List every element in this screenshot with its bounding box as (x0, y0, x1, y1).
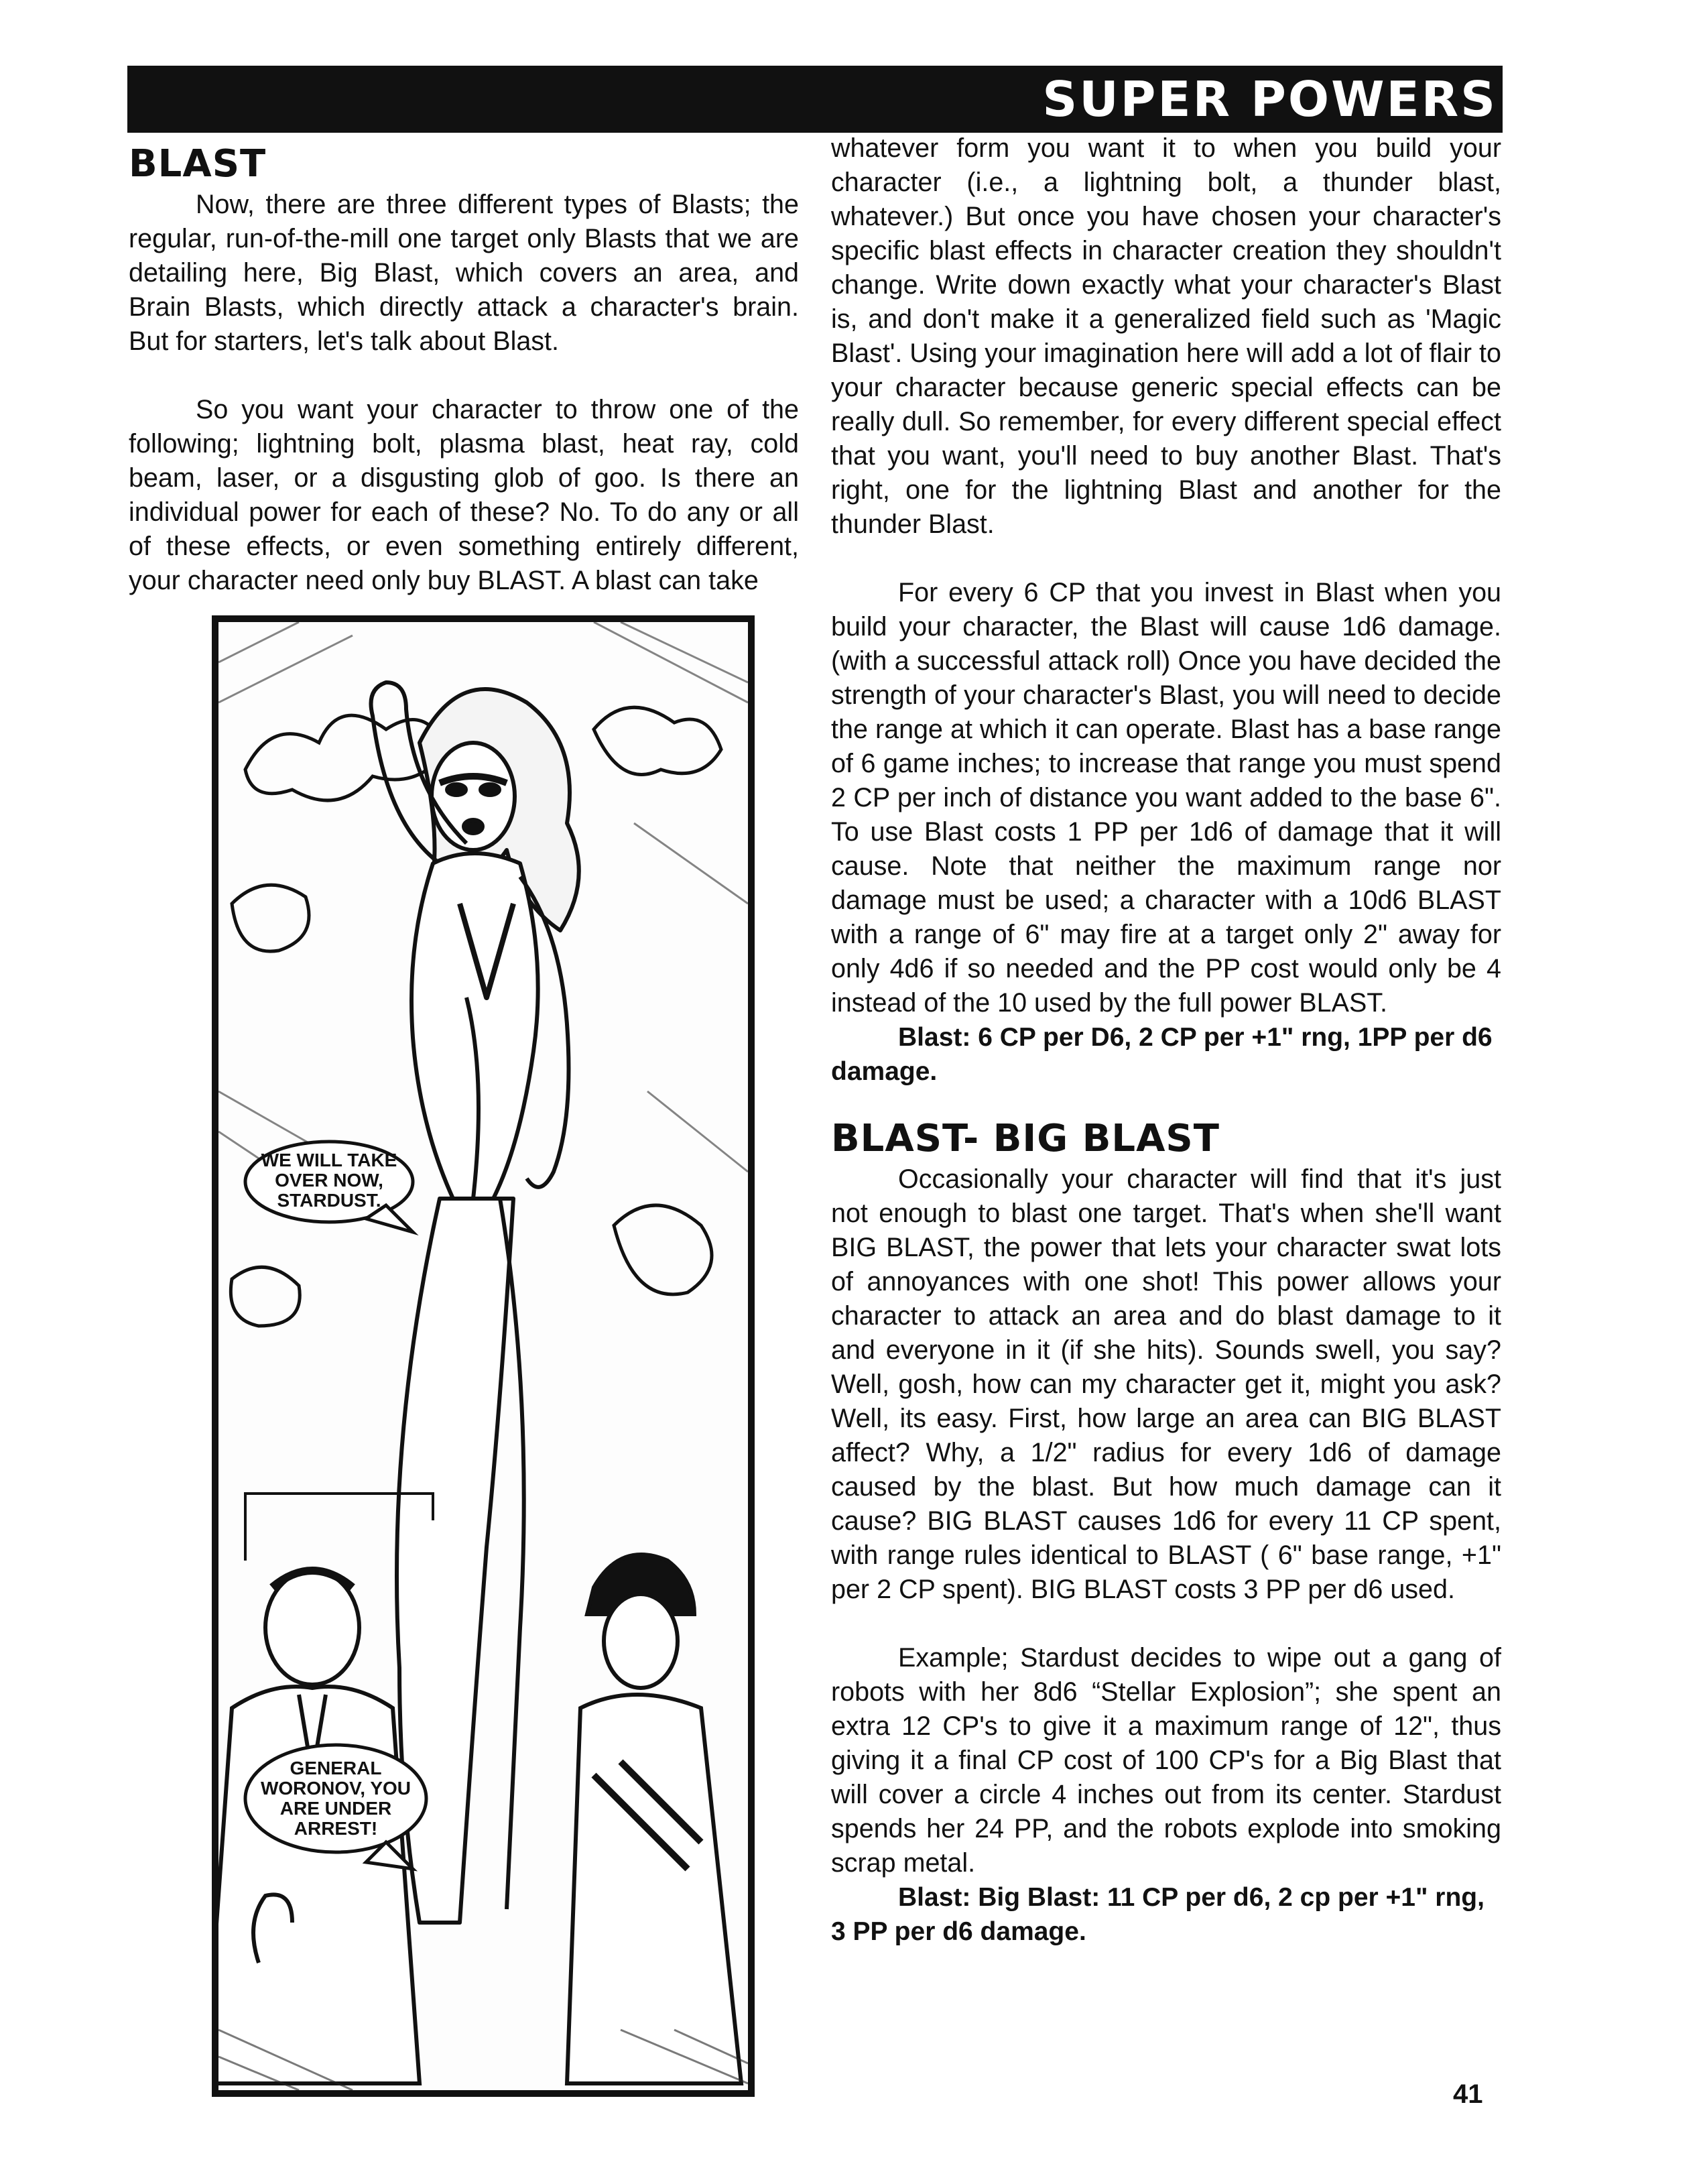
big-blast-heading: BLAST- BIG BLAST (831, 1117, 1220, 1160)
big-blast-stat-line: Blast: Big Blast: 11 CP per d6, 2 cp per +1" rng, 3 PP per d6 damage. (831, 1883, 1485, 1946)
blast-heading: BLAST (129, 142, 267, 186)
comic-illustration (212, 615, 755, 2097)
page-number: 41 (1453, 2079, 1483, 2109)
header-bar (127, 66, 1503, 133)
blast-paragraph-1: Now, there are three different types of Blasts; the regular, run-of-the-mill one target only Blasts that we are detailing here, Big Blast, which covers an area, and Brain Blasts, which directly attack a character's brain. But for starters, let's talk about Blast. (129, 190, 799, 356)
speech-balloon-1: WE WILL TAKE OVER NOW, STARDUST. (261, 1150, 397, 1211)
blast-paragraph-3: whatever form you want it to when you build your character (i.e., a lightning bolt, a thunder blast, whatever.) But once you have chosen your character's specific blast effects in character creation they shouldn't change. Write down exactly what your character's Blast is, and don't make it a generalized field such as 'Magic Blast'. Using your imagination here will add a lot of flair to your character because generic special effects can be really dull. So remember, for every different special effect that you want, you'll need to buy another Blast. That's right, one for the lightning Blast and another for the thunder Blast. (831, 133, 1501, 539)
blast-paragraph-4: For every 6 CP that you invest in Blast when you build your character, the Blast will cause 1d6 damage. (with a successful attack roll) Once you have decided the strength of your character's Blast, you will need to decide the range at which it can operate. Blast has a base range of 6 game inches; to increase that range you must spend 2 CP per inch of distance you want added to the base 6". To use Blast costs 1 PP per 1d6 of damage that it will cause. Note that neither the maximum range nor damage must be used; a character with a 10d6 BLAST with a range of 6" may fire at a target only 2" away for only 4d6 if so needed and the PP cost would only be 4 instead of the 10 used by the full power BLAST. (831, 578, 1501, 1018)
right-column (831, 131, 1501, 1949)
comic-art (218, 622, 748, 2090)
big-blast-paragraph-2: Example; Stardust decides to wipe out a gang of robots with her 8d6 “Stellar Explosion”; she spent an extra 12 CP's to give it a maximum range of 12", thus giving it a final CP cost of 100 CP's for a Big Blast that will cover a circle 4 inches out from its center. Stardust spends her 24 PP, and the robots explode into smoking scrap metal. (831, 1643, 1501, 1878)
blast-stat-line: Blast: 6 CP per D6, 2 CP per +1" rng, 1PP per d6 damage. (831, 1023, 1493, 1086)
left-column (129, 141, 799, 598)
big-blast-paragraph-1: Occasionally your character will find that it's just not enough to blast one target. That's when she'll want BIG BLAST, the power that lets your character swat lots of annoyances with one shot! This power allows your character to attack an area and do blast damage to it and everyone in it (if she hits). Sounds swell, you say? Well, gosh, how can my character get it, might you ask? Well, its easy. First, how large an area can BIG BLAST affect? Why, a 1/2" radius for every 1d6 of damage caused by the blast. But how much damage can it cause? BIG BLAST causes 1d6 for every 11 CP spent, with range rules identical to BLAST ( 6" base range, +1" per 2 CP spent). BIG BLAST costs 3 PP per d6 used. (831, 1164, 1501, 1604)
speech-balloon-2: GENERAL WORONOV, YOU ARE UNDER ARREST! (260, 1758, 412, 1839)
chapter-title: SUPER POWERS (1042, 71, 1497, 127)
blast-paragraph-2: So you want your character to throw one of the following; lightning bolt, plasma blast, heat ray, cold beam, laser, or a disgusting glob of goo. Is there an individual power for each of these? No. To do any or all of these effects, or even something entirely different, your character need only buy BLAST. A blast can take (129, 395, 799, 595)
